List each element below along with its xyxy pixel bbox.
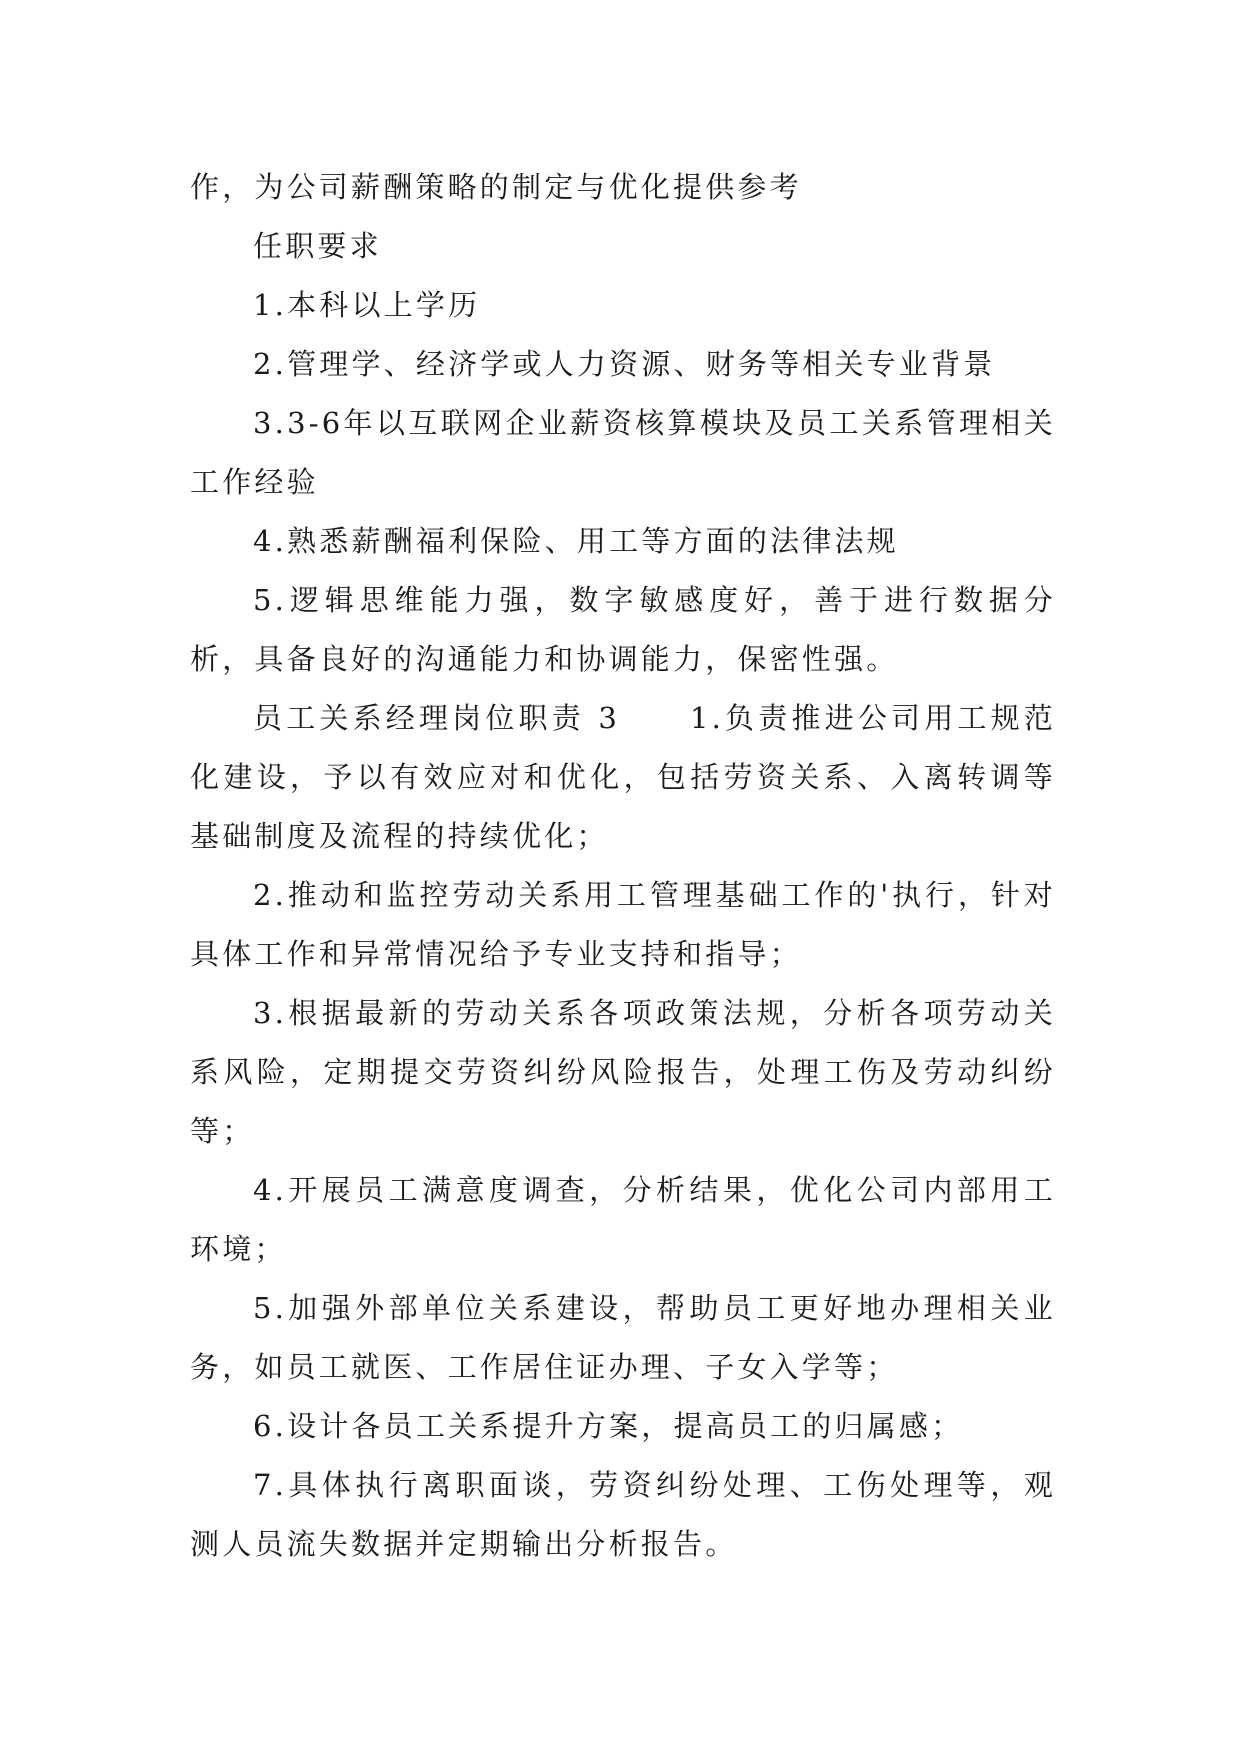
duty-item: 1.负责推进公司用工规范化建设，予以有效应对和优化，包括劳资关系、入离转调等基础制度及流程的持续优化； xyxy=(190,701,1056,853)
duty-item: 2.推动和监控劳动关系用工管理基础工作的'执行，针对具体工作和异常情况给予专业支持和指导； xyxy=(190,878,1056,971)
requirement-item: 3.3-6年以互联网企业薪资核算模块及员工关系管理相关工作经验 xyxy=(190,406,1056,499)
duty-item: 6.设计各员工关系提升方案，提高员工的归属感； xyxy=(253,1409,964,1443)
requirement-item: 4.熟悉薪酬福利保险、用工等方面的法律法规 xyxy=(253,524,899,558)
section-heading-duties xyxy=(190,689,1056,866)
duty-item: 4.开展员工满意度调查，分析结果，优化公司内部用工环境； xyxy=(190,1173,1056,1266)
duties-title: 员工关系经理岗位职责 3 xyxy=(253,701,620,735)
duty-item: 7.具体执行离职面谈，劳资纠纷处理、工伤处理等，观测人员流失数据并定期输出分析报告。 xyxy=(190,1468,1056,1561)
paragraph-continuation: 作，为公司薪酬策略的制定与优化提供参考 xyxy=(190,170,802,204)
section-heading-requirements: 任职要求 xyxy=(253,229,382,263)
requirement-item: 1.本科以上学历 xyxy=(253,288,481,322)
document-body xyxy=(190,158,1056,1574)
requirement-item: 5.逻辑思维能力强，数字敏感度好，善于进行数据分析，具备良好的沟通能力和协调能力，保密性强。 xyxy=(190,583,1056,676)
requirement-item: 2.管理学、经济学或人力资源、财务等相关专业背景 xyxy=(253,347,996,381)
duty-item: 5.加强外部单位关系建设，帮助员工更好地办理相关业务，如员工就医、工作居住证办理、子女入学等； xyxy=(190,1291,1056,1384)
duty-item: 3.根据最新的劳动关系各项政策法规，分析各项劳动关系风险，定期提交劳资纠纷风险报告，处理工伤及劳动纠纷等； xyxy=(190,996,1056,1148)
